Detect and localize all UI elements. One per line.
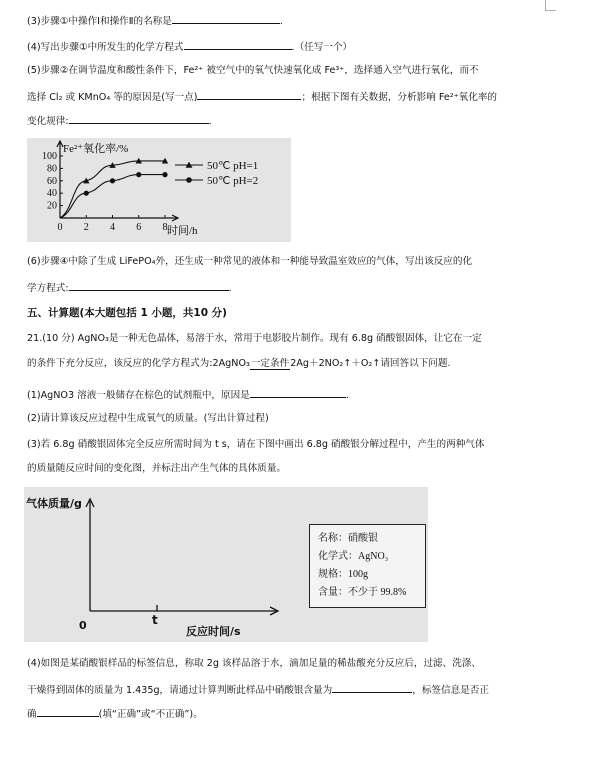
part-4-line-3 <box>27 706 203 722</box>
data-point-circle <box>162 172 167 177</box>
answer-blank[interactable] <box>332 682 412 693</box>
x-axis-label: 反应时间/s <box>186 625 241 638</box>
q5-text: (5)步骤②在调节温度和酸性条件下，Fe²⁺ 被空气中的氧气快速氧化成 Fe³⁺，选择通入空气进行氧化，而不 <box>27 65 479 76</box>
y-tick-label: 80 <box>47 163 57 175</box>
part1-text: (1)AgNO3 溶液一般储存在棕色的试剂瓶中，原因是 <box>27 390 250 401</box>
y-tick-label: 40 <box>47 188 57 200</box>
answer-blank[interactable] <box>69 280 229 291</box>
question-3 <box>27 13 283 29</box>
x-tick-label: 2 <box>83 222 89 233</box>
part-2 <box>27 412 269 426</box>
question-4 <box>27 39 352 55</box>
q5-text: 变化规律: <box>27 116 69 127</box>
legend-marker-circle <box>186 177 192 183</box>
q3-end: . <box>279 16 283 27</box>
part-4-line-1 <box>27 657 481 671</box>
part-1 <box>27 387 349 403</box>
label-content: 含量：不少于 99.8% <box>318 587 407 598</box>
answer-blank[interactable] <box>172 13 280 24</box>
q5-text: 选择 Cl₂ 或 KMnO₄ 等的原因是(写一点) <box>27 92 198 103</box>
part4-text: (填“正确”或“不正确”)。 <box>98 709 203 720</box>
q21-line-2 <box>27 357 451 371</box>
q21-text: 21.(10 分) AgNO₃是一种无色晶体，易溶于水，常用于电影胶片制作。现有 6.8g 硝酸银固体，让它在一定 <box>27 333 482 344</box>
q21-line-1 <box>27 332 482 346</box>
label-formula: 化学式：AgNO₃ <box>318 551 389 562</box>
x-tick-label: 4 <box>110 222 115 233</box>
part4-text: 干燥得到固体的质量为 1.435g，请通过计算判断此样品中硝酸银含量为 <box>27 685 333 696</box>
answer-blank[interactable] <box>184 39 292 50</box>
label-spec: 规格：100g <box>318 569 368 580</box>
q6-text: (6)步骤④中除了生成 LiFePO₄外，还生成一种常见的液体和一种能导致温室效应的气体，写出该反应的化 <box>27 256 473 267</box>
part-3-line-2 <box>27 462 286 476</box>
q6-end: . <box>228 283 232 294</box>
q4-text: (4)写出步骤①中所发生的化学方程式 <box>27 42 184 53</box>
origin-label: 0 <box>79 619 87 632</box>
q3-text: (3)步骤①中操作Ⅰ和操作Ⅱ的名称是 <box>27 16 172 27</box>
q21-text: 的条件下充分反应，该反应的化学方程式为:2AgNO₃ <box>27 358 250 369</box>
chart-title: Fe²⁺氧化率/% <box>63 143 129 155</box>
part-3-line-1 <box>27 438 485 452</box>
chart-svg <box>27 138 291 242</box>
data-point-circle <box>84 191 89 196</box>
part3-text: 的质量随反应时间的变化图，并标注出产生气体的具体质量。 <box>27 463 287 474</box>
answer-blank[interactable] <box>250 387 346 398</box>
answer-blank[interactable] <box>37 706 99 717</box>
sample-label-box <box>309 524 426 608</box>
answer-blank[interactable] <box>197 89 301 100</box>
x-tick-label: 8 <box>162 222 168 233</box>
page-corner-mark <box>545 0 556 11</box>
question-5-line-2 <box>27 89 497 105</box>
data-point-circle <box>110 178 115 183</box>
gas-mass-figure <box>24 487 428 642</box>
part-4-line-2 <box>27 682 489 698</box>
x-tick-label: 6 <box>136 222 142 233</box>
legend-label-pH2: 50℃ pH=2 <box>207 175 259 187</box>
part4-text: ，标签信息是否正 <box>412 685 489 696</box>
x-tick-label: 0 <box>57 222 63 233</box>
label-name: 名称：硝酸银 <box>318 533 378 544</box>
y-tick-label: 20 <box>47 200 57 212</box>
y-tick-label: 100 <box>42 151 57 162</box>
question-5-line-3 <box>27 113 212 129</box>
q21-text: 2Ag＋2NO₂↑＋O₂↑请回答以下问题. <box>290 358 451 369</box>
legend-label-pH1: 50℃ pH=1 <box>207 160 259 172</box>
part4-text: 确 <box>27 709 37 720</box>
part4-text: (4)如图是某硝酸银样品的标签信息，称取 2g 该样品溶于水，滴加足量的稀盐酸充分反应后，过滤、洗涤、 <box>27 658 482 669</box>
data-point-circle <box>136 172 141 177</box>
section-title: 五、计算题(本大题包括 1 小题，共10 分) <box>27 307 227 319</box>
q6-text: 学方程式: <box>27 283 69 294</box>
question-6-line-1 <box>27 255 472 269</box>
question-5-line-1 <box>27 64 479 78</box>
y-tick-label: 60 <box>47 175 57 187</box>
series-line-0 <box>60 161 165 218</box>
answer-blank[interactable] <box>69 113 209 124</box>
x-axis-label: 时间/h <box>167 225 198 237</box>
reaction-condition: 一定条件 <box>250 358 290 369</box>
q5-text: ；根据下图有关数据，分析影响 Fe²⁺氧化率的 <box>301 92 498 103</box>
q4-end: .（任写一个） <box>291 42 353 53</box>
part3-text: (3)若 6.8g 硝酸银固体完全反应所需时间为 t s，请在下图中画出 6.8g 硝酸银分解过程中，产生的两种气体 <box>27 439 485 450</box>
part1-end: . <box>345 390 349 401</box>
oxidation-rate-chart <box>27 138 291 242</box>
part2-text: (2)请计算该反应过程中生成氧气的质量。(写出计算过程) <box>27 413 269 424</box>
q5-end: . <box>208 116 212 127</box>
y-axis-label: 气体质量/g <box>26 497 82 510</box>
question-6-line-2 <box>27 280 232 296</box>
t-label: t <box>152 613 158 627</box>
